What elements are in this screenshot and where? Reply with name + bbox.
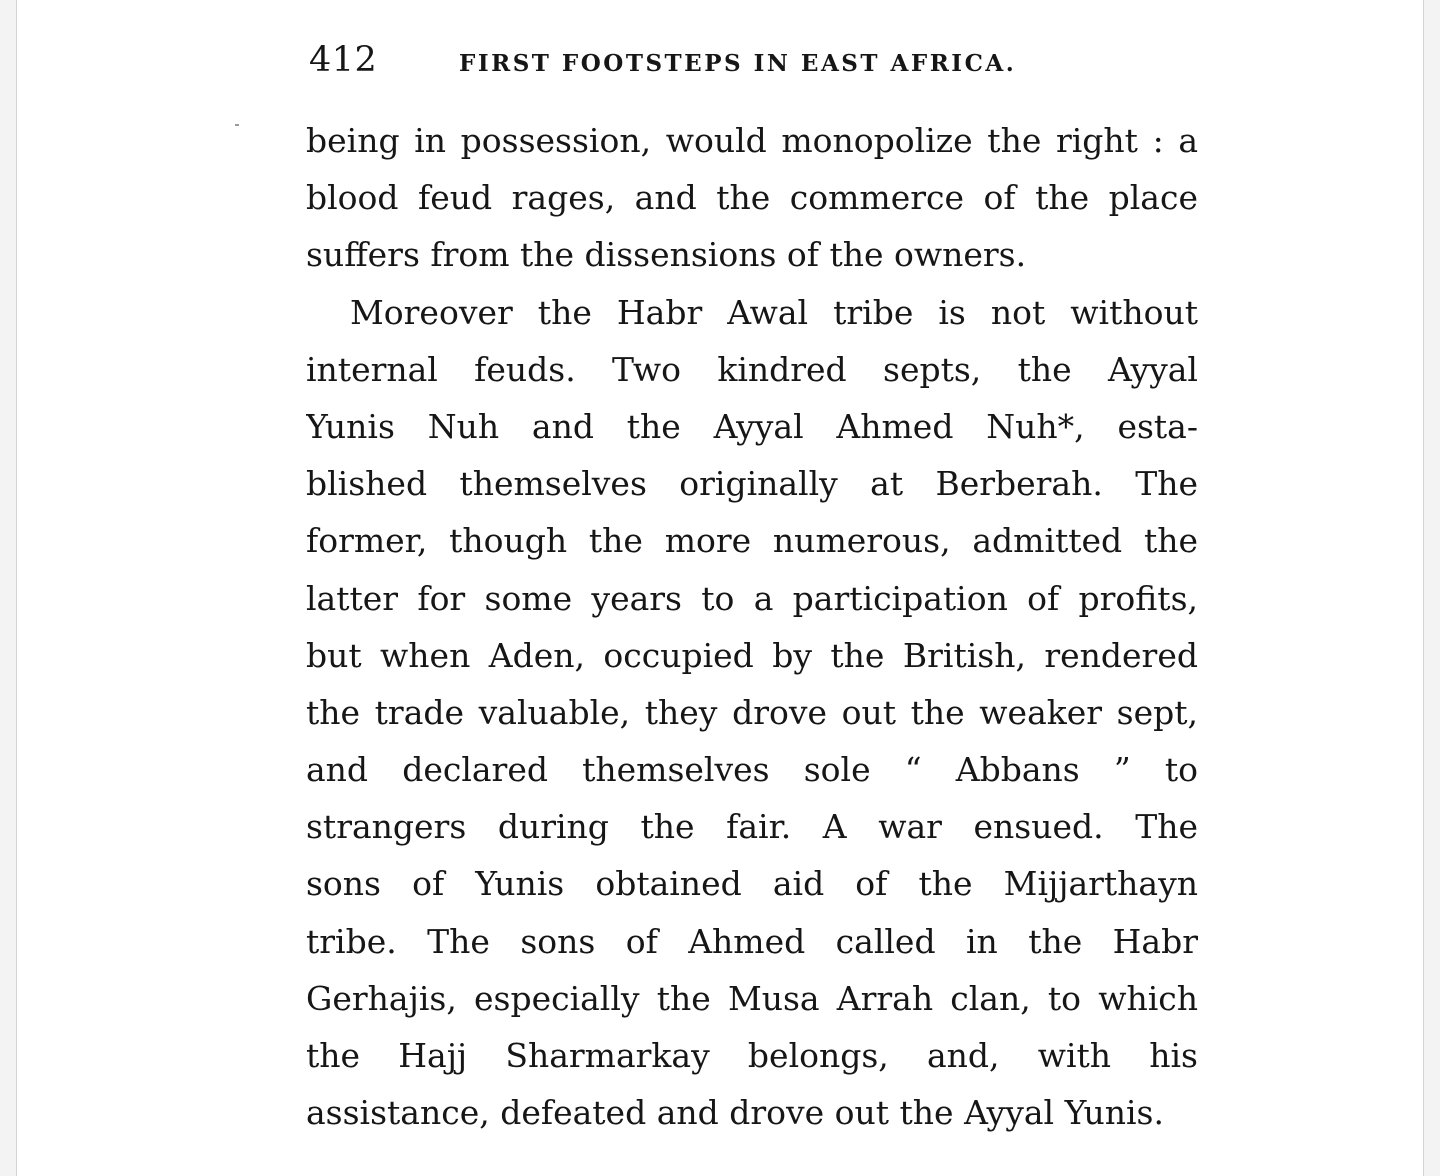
paragraph-1 [306,112,1198,284]
text-line: the trade valuable, they drove out the weaker sept, [306,692,1198,732]
text-line: Moreover the Habr Awal tribe is not without [350,292,1198,332]
book-title: FIRST FOOTSTEPS IN EAST AFRICA. [459,50,1017,77]
text-line: assistance, defeated and drove out the Ayyal Yunis. [306,1093,1164,1133]
text-line: latter for some years to a participation of profits, [306,578,1198,618]
running-header [309,34,1199,86]
text-line: Yunis Nuh and the Ayyal Ahmed Nuh*, esta- [306,406,1198,446]
scan-speck [235,124,239,126]
text-line: sons of Yunis obtained aid of the Mijjarthayn [306,864,1198,904]
text-line: tribe. The sons of Ahmed called in the Habr [306,921,1198,961]
text-line: strangers during the fair. A war ensued. The [306,807,1198,847]
text-line: being in possession, would monopolize the right : a [306,121,1198,160]
book-page [16,0,1424,1176]
text-line: but when Aden, occupied by the British, rendered [306,635,1198,675]
body-text [306,112,1198,1141]
text-line: blood feud rages, and the commerce of the place [306,178,1198,218]
text-line: blished themselves originally at Berberah. The [306,464,1198,504]
text-line: internal feuds. Two kindred septs, the Ayyal [306,349,1198,389]
paragraph-2 [306,284,1198,1142]
text-line: former, though the more numerous, admitted the [306,521,1198,561]
page-number: 412 [309,40,378,80]
text-line: Gerhajis, especially the Musa Arrah clan, to which [306,978,1198,1018]
text-line: the Hajj Sharmarkay belongs, and, with his [306,1036,1198,1075]
text-line: suffers from the dissensions of the owners. [306,235,1027,275]
text-line: and declared themselves sole “ Abbans ” to [306,750,1198,790]
